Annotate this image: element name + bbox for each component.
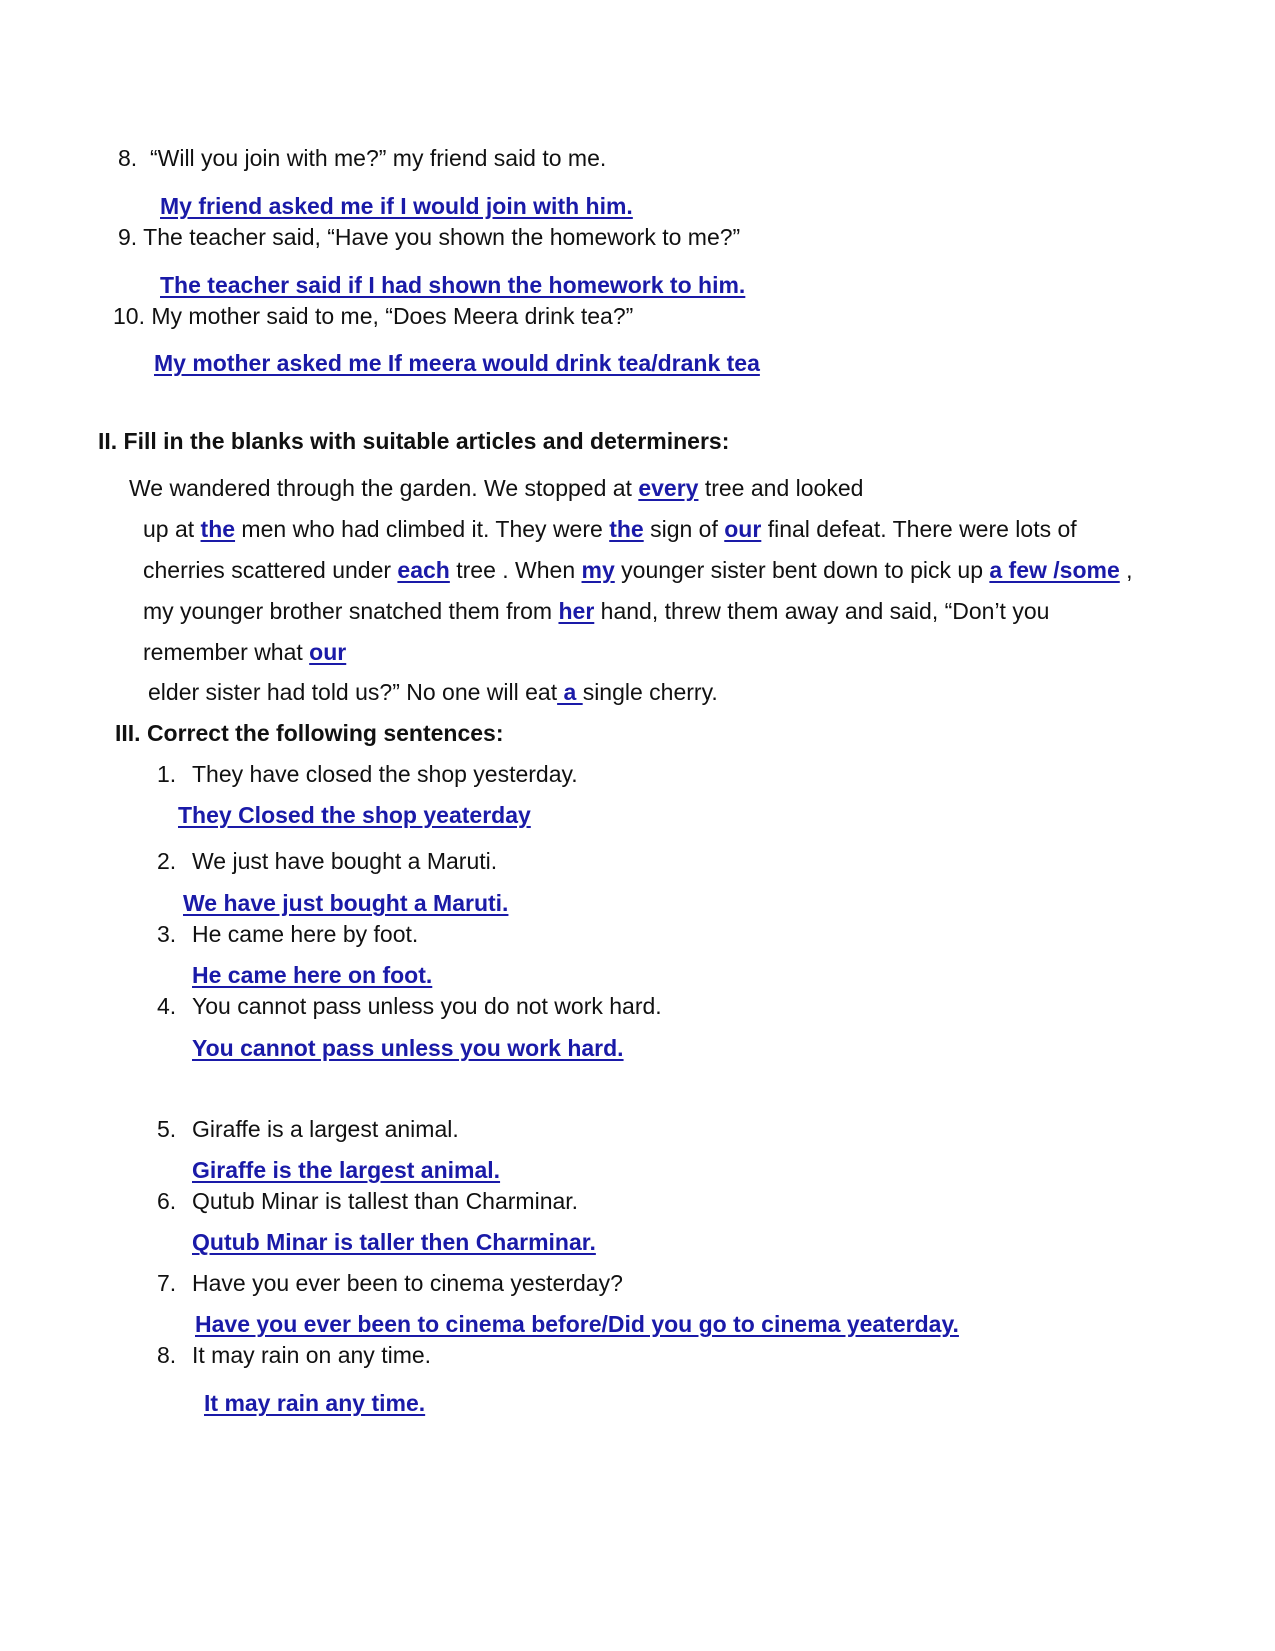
- passage-text: sign of: [643, 516, 725, 542]
- question-9: [118, 222, 740, 252]
- question-text: Giraffe is a largest animal.: [192, 1116, 459, 1142]
- section-2-heading: II. Fill in the blanks with suitable articles and determiners:: [98, 428, 730, 454]
- passage-text: up at: [143, 516, 201, 542]
- correction-question-2: [157, 846, 497, 876]
- passage-line-6: [148, 677, 718, 707]
- correction-answer-6: Qutub Minar is taller then Charminar.: [192, 1229, 596, 1255]
- passage-line-2: [143, 514, 1077, 544]
- question-text: “Will you join with me?” my friend said to me.: [149, 145, 607, 171]
- correction-answer-2: We have just bought a Maruti.: [183, 890, 509, 916]
- blank-answer: a: [557, 679, 583, 705]
- question-text: They have closed the shop yesterday.: [192, 761, 578, 787]
- question-text: The teacher said, “Have you shown the homework to me?”: [143, 224, 741, 250]
- correction-question-1: [157, 759, 578, 789]
- passage-line-5: [143, 637, 346, 667]
- question-number: 6.: [157, 1188, 177, 1214]
- question-number: 8.: [157, 1342, 177, 1368]
- question-text: He came here by foot.: [192, 921, 419, 947]
- question-text: You cannot pass unless you do not work hard.: [192, 993, 662, 1019]
- correction-question-8: [157, 1340, 431, 1370]
- question-number: 7.: [157, 1270, 177, 1296]
- question-number: 10.: [113, 303, 145, 329]
- correction-question-7: [157, 1268, 623, 1298]
- blank-answer: my: [581, 557, 615, 583]
- passage-line-1: [129, 473, 863, 503]
- correction-answer-5: Giraffe is the largest animal.: [192, 1157, 501, 1183]
- correction-answer-7: Have you ever been to cinema before/Did you go to cinema yeaterday.: [195, 1311, 959, 1337]
- passage-text: remember what: [143, 639, 310, 665]
- question-text: It may rain on any time.: [192, 1342, 432, 1368]
- blank-answer: our: [724, 516, 762, 542]
- correction-question-6: [157, 1186, 578, 1216]
- question-number: 5.: [157, 1116, 177, 1142]
- question-number: 4.: [157, 993, 177, 1019]
- question-number: 2.: [157, 848, 177, 874]
- passage-text: ,: [1119, 557, 1133, 583]
- blank-answer: her: [558, 598, 595, 624]
- answer-10: My mother asked me If meera would drink tea/drank tea: [154, 350, 760, 376]
- answer-8: My friend asked me if I would join with him.: [160, 193, 633, 219]
- passage-line-4: [143, 596, 1049, 626]
- question-text: My mother said to me, “Does Meera drink tea?”: [151, 303, 634, 329]
- correction-answer-8: It may rain any time.: [204, 1390, 426, 1416]
- question-number: 8.: [118, 145, 138, 171]
- passage-text: my younger brother snatched them from: [143, 598, 559, 624]
- passage-text: cherries scattered under: [143, 557, 398, 583]
- blank-answer: the: [609, 516, 644, 542]
- passage-text: final defeat. There were lots of: [761, 516, 1077, 542]
- passage-text: single cherry.: [582, 679, 718, 705]
- blank-answer: the: [200, 516, 236, 542]
- correction-answer-4: You cannot pass unless you work hard.: [192, 1035, 624, 1061]
- passage-text: We wandered through the garden. We stopped at: [129, 475, 639, 501]
- question-number: 9.: [118, 224, 138, 250]
- question-text: We just have bought a Maruti.: [192, 848, 498, 874]
- question-text: Qutub Minar is tallest than Charminar.: [192, 1188, 579, 1214]
- passage-text: tree . When: [449, 557, 582, 583]
- correction-question-3: [157, 919, 418, 949]
- answer-9: The teacher said if I had shown the homework to him.: [160, 272, 746, 298]
- correction-answer-3: He came here on foot.: [192, 962, 433, 988]
- passage-text: tree and looked: [698, 475, 864, 501]
- question-8: [118, 143, 606, 173]
- correction-answer-1: They Closed the shop yeaterday: [178, 802, 531, 828]
- blank-answer: each: [397, 557, 450, 583]
- correction-question-5: [157, 1114, 459, 1144]
- passage-text: younger sister bent down to pick up: [614, 557, 990, 583]
- blank-answer: our: [309, 639, 347, 665]
- question-text: Have you ever been to cinema yesterday?: [192, 1270, 623, 1296]
- question-number: 3.: [157, 921, 177, 947]
- question-10: [113, 301, 633, 331]
- passage-text: hand, threw them away and said, “Don’t you: [594, 598, 1050, 624]
- blank-answer: a few /some: [989, 557, 1120, 583]
- passage-text: men who had climbed it. They were: [235, 516, 610, 542]
- correction-question-4: [157, 991, 662, 1021]
- passage-line-3: [143, 555, 1133, 585]
- passage-text: elder sister had told us?” No one will eat: [148, 679, 558, 705]
- question-number: 1.: [157, 761, 177, 787]
- blank-answer: every: [638, 475, 699, 501]
- section-3-heading: III. Correct the following sentences:: [115, 720, 504, 746]
